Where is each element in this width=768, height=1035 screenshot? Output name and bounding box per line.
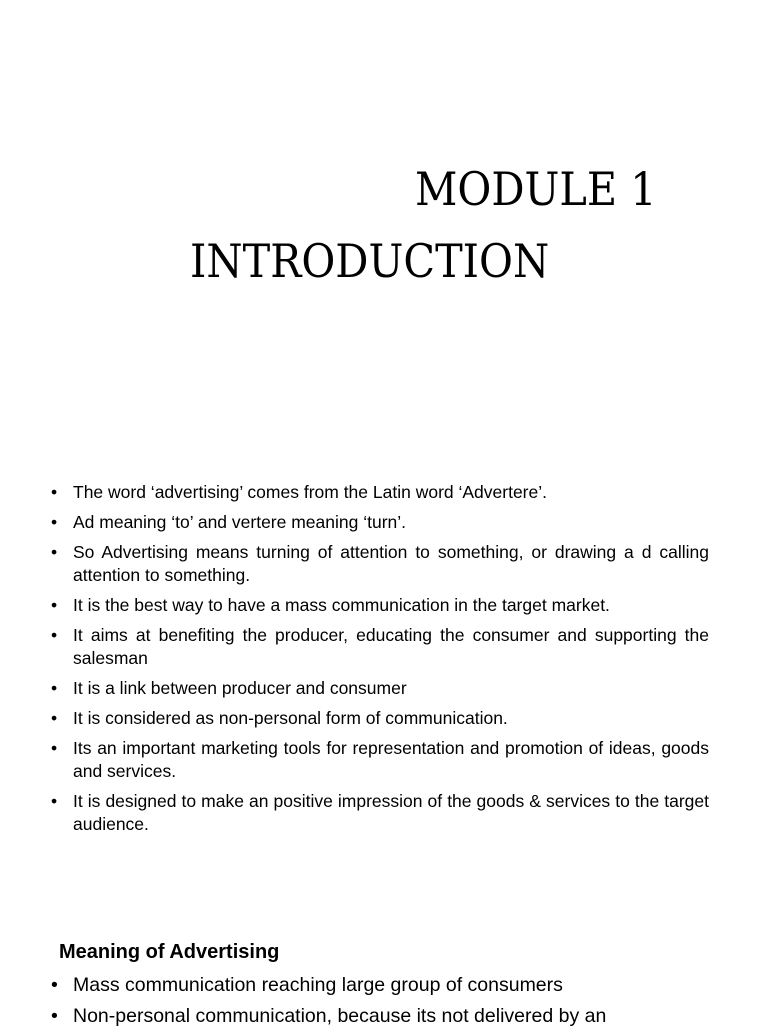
list-item [51, 481, 709, 504]
bullet-icon: • [51, 595, 58, 615]
list-item [51, 511, 709, 534]
bullet-icon: • [51, 1005, 58, 1027]
bullet-icon: • [51, 791, 58, 811]
module-title: MODULE 1 [415, 162, 657, 216]
list-item [51, 624, 709, 670]
bullet-icon: • [51, 708, 58, 728]
list-item-text: Mass communication reaching large group of consumers [73, 974, 563, 996]
meaning-bullet-list [51, 973, 709, 1035]
list-item [51, 594, 709, 617]
list-item [51, 737, 709, 783]
bullet-icon: • [51, 678, 58, 698]
list-item-text: So Advertising means turning of attention to something, or drawing a d calling attention to something. [73, 542, 709, 585]
bullet-icon: • [51, 482, 58, 502]
list-item [51, 790, 709, 836]
list-item-text: It is designed to make an positive impression of the goods & services to the target audience. [73, 791, 709, 834]
list-item-text: The word ‘advertising’ comes from the Latin word ‘Advertere’. [73, 482, 547, 502]
list-item-text: Its an important marketing tools for representation and promotion of ideas, goods and services. [73, 738, 709, 781]
bullet-icon: • [51, 542, 58, 562]
list-item [51, 973, 709, 998]
list-item [51, 1004, 709, 1029]
list-item-text: Non-personal communication, because its not delivered by an [73, 1005, 607, 1027]
list-item [51, 541, 709, 587]
section-heading: Meaning of Advertising [59, 941, 280, 963]
bullet-icon: • [51, 974, 58, 996]
intro-bullet-list [51, 481, 709, 843]
bullet-icon: • [51, 512, 58, 532]
list-item-text: It is a link between producer and consumer [73, 678, 407, 698]
bullet-icon: • [51, 625, 58, 645]
list-item-text: It is the best way to have a mass communication in the target market. [73, 595, 610, 615]
list-item-text: Ad meaning ‘to’ and vertere meaning ‘turn’. [73, 512, 407, 532]
bullet-icon: • [51, 738, 58, 758]
list-item-text: It aims at benefiting the producer, educating the consumer and supporting the salesman [73, 625, 709, 668]
list-item-text: It is considered as non-personal form of communication. [73, 708, 508, 728]
list-item [51, 677, 709, 700]
module-subtitle: INTRODUCTION [190, 234, 550, 288]
list-item [51, 707, 709, 730]
